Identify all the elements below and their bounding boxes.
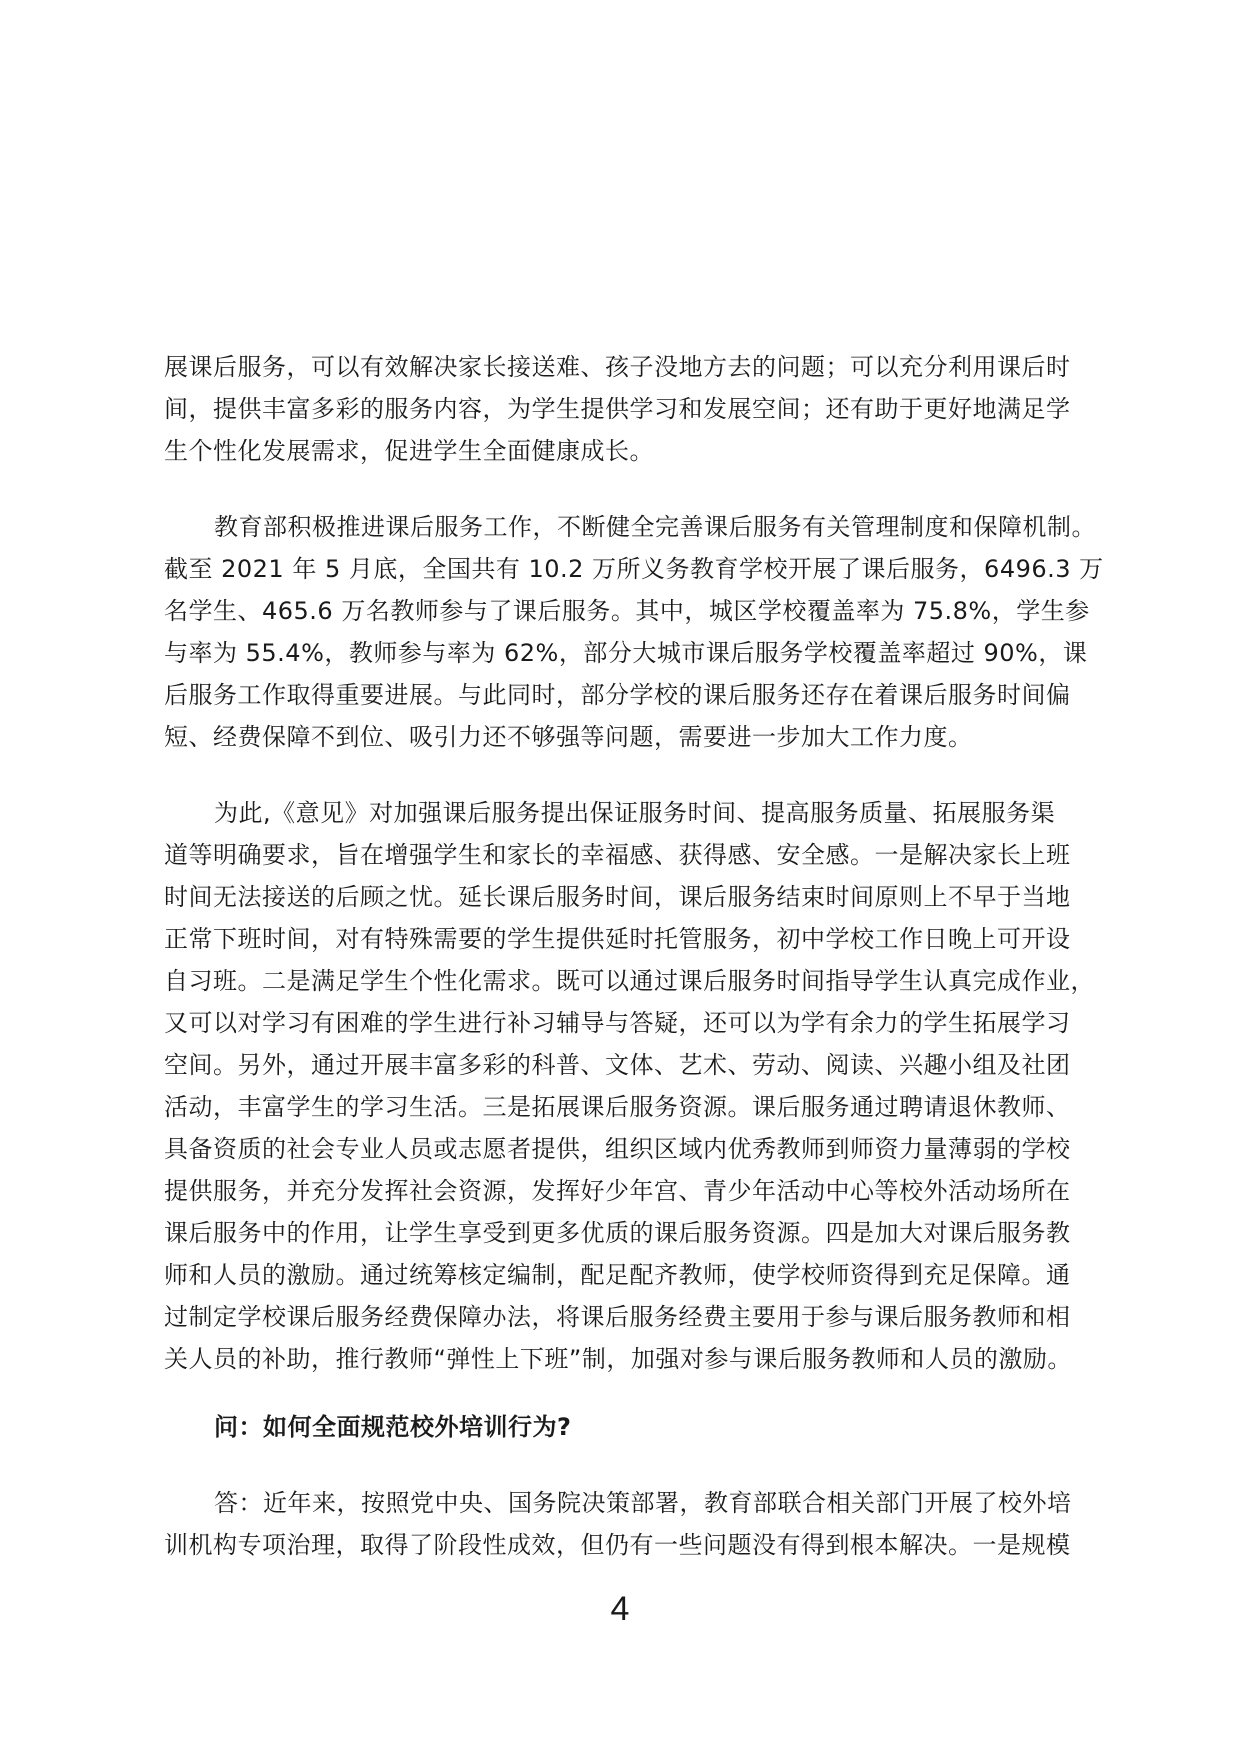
- page-number: 4: [610, 1590, 630, 1628]
- paragraph-ministry-progress: [164, 506, 1104, 758]
- paragraph-after-school-benefits: [164, 346, 1094, 472]
- answer-paragraph: [164, 1482, 1094, 1566]
- text-line: 为此,《意见》对加强课后服务提出保证服务时间、提高服务质量、拓展服务渠: [214, 799, 1056, 827]
- text-line: 名学生、465.6 万名教师参与了课后服务。其中，城区学校覆盖率为 75.8%，学生参: [164, 597, 1090, 625]
- text-line: 间，提供丰富多彩的服务内容，为学生提供学习和发展空间；还有助于更好地满足学: [164, 395, 1071, 423]
- text-line: 又可以对学习有困难的学生进行补习辅导与答疑，还可以为学有余力的学生拓展学习: [164, 1009, 1071, 1037]
- text-line: 训机构专项治理，取得了阶段性成效，但仍有一些问题没有得到根本解决。一是规模: [164, 1531, 1071, 1559]
- text-line: 道等明确要求，旨在增强学生和家长的幸福感、获得感、安全感。一是解决家长上班: [164, 841, 1071, 869]
- text-line: 关人员的补助，推行教师“弹性上下班”制，加强对参与课后服务教师和人员的激励。: [164, 1345, 1072, 1373]
- text-line: 课后服务中的作用，让学生享受到更多优质的课后服务资源。四是加大对课后服务教: [164, 1219, 1071, 1247]
- text-line: 正常下班时间，对有特殊需要的学生提供延时托管服务，初中学校工作日晚上可开设: [164, 925, 1071, 953]
- text-line: 短、经费保障不到位、吸引力还不够强等问题，需要进一步加大工作力度。: [164, 723, 973, 751]
- text-line: 教育部积极推进课后服务工作，不断健全完善课后服务有关管理制度和保障机制。: [214, 513, 1096, 541]
- text-line: 展课后服务，可以有效解决家长接送难、孩子没地方去的问题；可以充分利用课后时: [164, 353, 1071, 381]
- text-line: 生个性化发展需求，促进学生全面健康成长。: [164, 437, 654, 465]
- text-line: 答：近年来，按照党中央、国务院决策部署，教育部联合相关部门开展了校外培: [214, 1489, 1072, 1517]
- text-line: 提供服务，并充分发挥社会资源，发挥好少年宫、青少年活动中心等校外活动场所在: [164, 1177, 1071, 1205]
- page-content: [164, 346, 1104, 1566]
- text-line: 截至 2021 年 5 月底，全国共有 10.2 万所义务教育学校开展了课后服务，6496.3 万: [164, 555, 1104, 583]
- text-line: 后服务工作取得重要进展。与此同时，部分学校的课后服务还存在着课后服务时间偏: [164, 681, 1071, 709]
- text-line: 师和人员的激励。通过统筹核定编制，配足配齐教师，使学校师资得到充足保障。通: [164, 1261, 1071, 1289]
- text-line: 具备资质的社会专业人员或志愿者提供，组织区域内优秀教师到师资力量薄弱的学校: [164, 1135, 1071, 1163]
- text-line: 自习班。二是满足学生个性化需求。既可以通过课后服务时间指导学生认真完成作业，: [164, 967, 1095, 995]
- question-heading: [164, 1406, 1094, 1448]
- text-line: 活动，丰富学生的学习生活。三是拓展课后服务资源。课后服务通过聘请退休教师、: [164, 1093, 1071, 1121]
- text-line: 空间。另外，通过开展丰富多彩的科普、文体、艺术、劳动、阅读、兴趣小组及社团: [164, 1051, 1071, 1079]
- text-line: 时间无法接送的后顾之忧。延长课后服务时间，课后服务结束时间原则上不早于当地: [164, 883, 1071, 911]
- text-line: 过制定学校课后服务经费保障办法，将课后服务经费主要用于参与课后服务教师和相: [164, 1303, 1071, 1331]
- text-line: 与率为 55.4%，教师参与率为 62%，部分大城市课后服务学校覆盖率超过 90%，课: [164, 639, 1088, 667]
- question-text: 问：如何全面规范校外培训行为?: [214, 1413, 572, 1441]
- paragraph-opinion-requirements: [164, 792, 1094, 1380]
